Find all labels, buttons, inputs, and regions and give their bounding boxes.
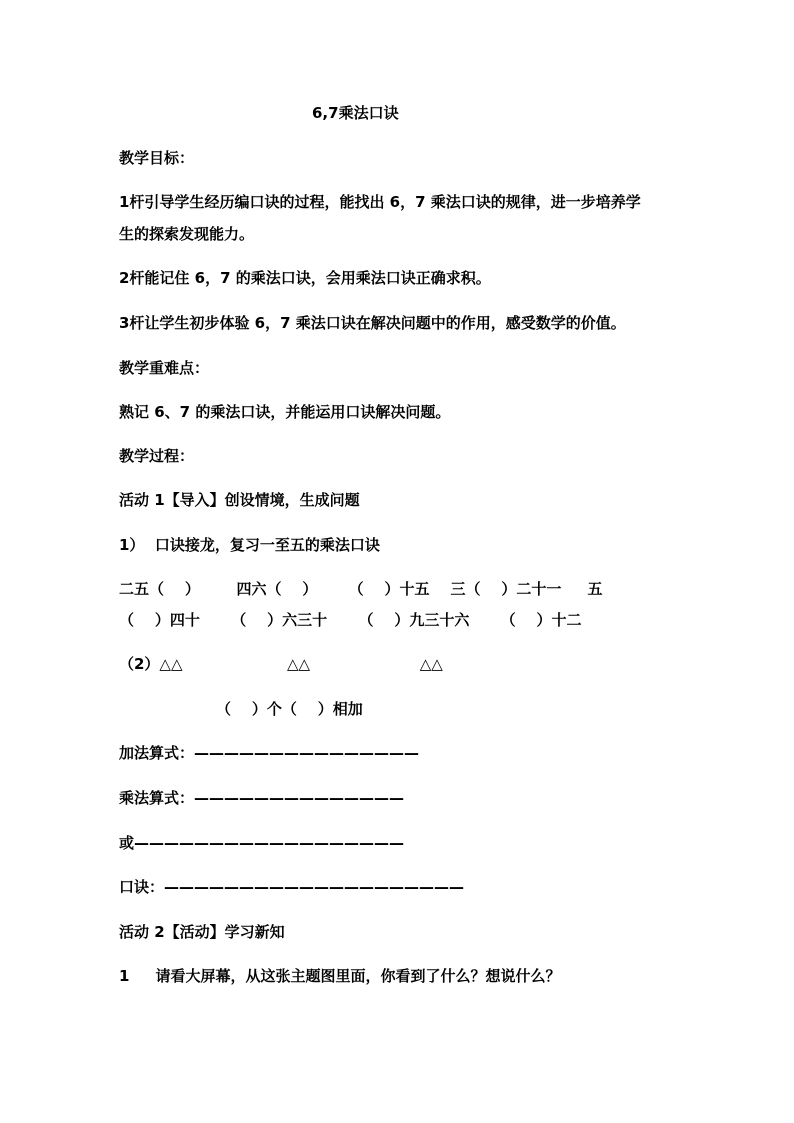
objectives-heading: 教学目标： — [119, 149, 195, 167]
document-title: 6,7乘法口诀 — [312, 104, 399, 122]
activity-2-title: 活动 2【活动】学习新知 — [119, 923, 285, 941]
key-points-text: 熟记 6、7 的乘法口诀，并能运用口诀解决问题。 — [119, 403, 451, 421]
or-line: 或—————————————————— — [119, 834, 405, 852]
multiplication-equation-line: 乘法算式：—————————————— — [119, 789, 405, 807]
objective-2: 2杆能记住 6，7 的乘法口诀，会用乘法口诀正确求积。 — [119, 269, 491, 287]
process-heading: 教学过程： — [119, 447, 195, 465]
activity-1-title: 活动 1【导入】创设情境，生成问题 — [119, 491, 360, 509]
activity-1-item-1: 1） 口诀接龙，复习一至五的乘法口诀 — [119, 536, 380, 554]
addition-equation-line: 加法算式：——————————————— — [119, 744, 420, 762]
objective-3: 3杆让学生初步体验 6，7 乘法口诀在解决问题中的作用，感受数学的价值。 — [119, 314, 626, 332]
add-phrase: （ ）个（ ）相加 — [216, 700, 363, 718]
objective-1-line-1: 1杆引导学生经历编口诀的过程，能找出 6，7 乘法口诀的规律，进一步培养学 — [119, 193, 641, 211]
fill-blank-row-1: 二五（ ） 四六（ ） （ ）十五 三（ ）二十一 五 — [119, 580, 603, 598]
objective-1-line-2: 生的探索发现能力。 — [119, 225, 255, 243]
triangles-row: （2）△△ △△ △△ — [119, 655, 443, 673]
key-points-heading: 教学重难点： — [119, 359, 210, 377]
activity-2-item-1: 1 请看大屏幕，从这张主题图里面，你看到了什么？想说什么？ — [119, 967, 561, 985]
fill-blank-row-2: （ ）四十 （ ）六三十 （ ）九三十六 （ ）十二 — [119, 611, 582, 629]
rhyme-line: 口诀：———————————————————— — [119, 878, 465, 896]
